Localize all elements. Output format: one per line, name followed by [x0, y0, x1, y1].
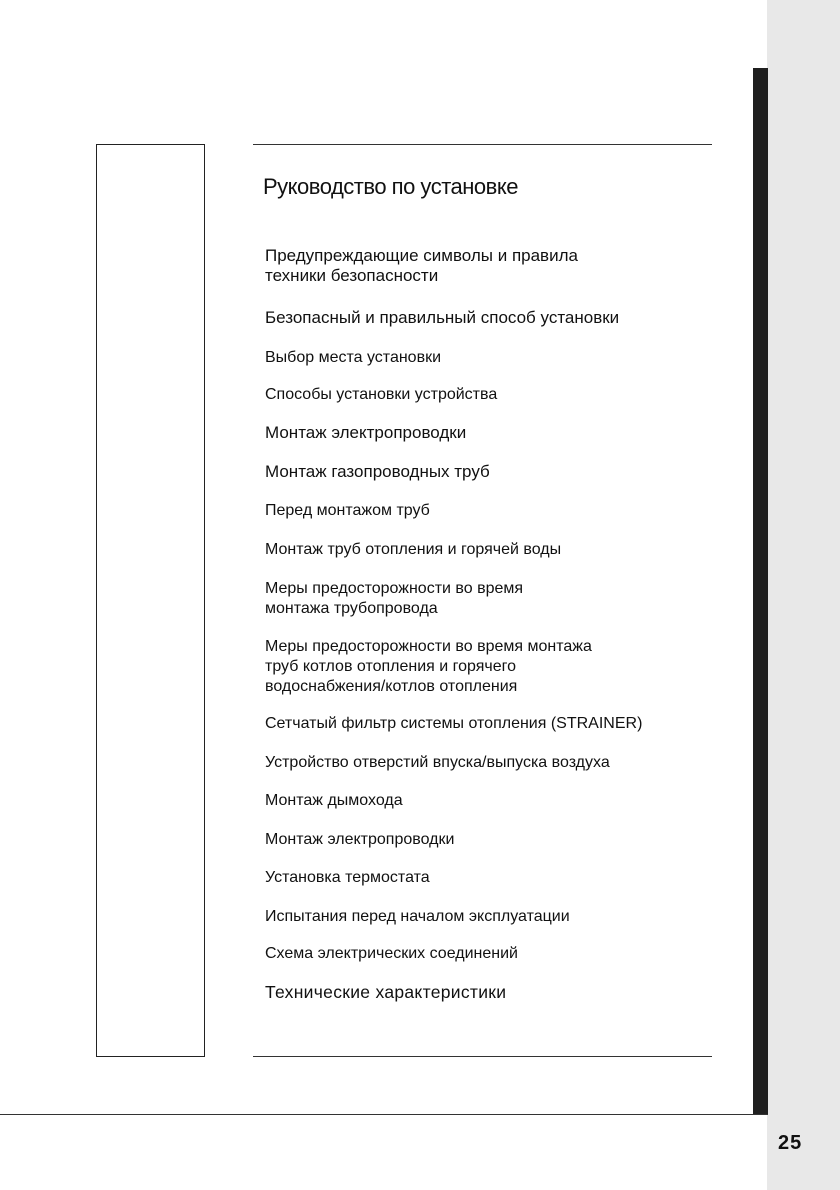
- bottom-divider: [253, 1056, 712, 1057]
- toc-item-strainer[interactable]: Сетчатый фильтр системы отопления (STRAINER): [265, 715, 643, 732]
- toc-item-safety-symbols[interactable]: Предупреждающие символы и правила техники безопасности: [265, 246, 578, 285]
- toc-item-tests[interactable]: Испытания перед началом эксплуатации: [265, 908, 570, 925]
- page-number: 25: [778, 1132, 803, 1154]
- toc-item-pipe-precautions[interactable]: Меры предосторожности во время монтажа трубопровода: [265, 580, 524, 617]
- bottom-rule: [0, 1114, 768, 1115]
- toc-item-chimney[interactable]: Монтаж дымохода: [265, 792, 403, 809]
- toc-item-location[interactable]: Выбор места установки: [265, 349, 442, 366]
- toc-item-specifications[interactable]: Технические характеристики: [265, 982, 507, 1002]
- top-divider: [253, 144, 712, 145]
- page-title: Руководство по установке: [263, 174, 518, 199]
- toc-item-boiler-precautions[interactable]: Меры предосторожности во время монтажа труб котлов отопления и горячего водоснабжения/котлов отопления: [265, 638, 592, 695]
- toc-item-air-openings[interactable]: Устройство отверстий впуска/выпуска воздуха: [265, 754, 610, 771]
- toc-item-wiring[interactable]: Монтаж электропроводки: [265, 423, 467, 442]
- side-bar: [753, 68, 768, 1115]
- toc-item-safe-installation[interactable]: Безопасный и правильный способ установки: [265, 308, 620, 327]
- toc-item-before-pipes[interactable]: Перед монтажом труб: [265, 502, 430, 519]
- toc-item-wiring-2[interactable]: Монтаж электропроводки: [265, 831, 455, 848]
- side-panel: [767, 0, 840, 1190]
- toc-item-thermostat[interactable]: Установка термостата: [265, 869, 430, 886]
- left-box: [96, 144, 205, 1057]
- toc-item-mounting-methods[interactable]: Способы установки устройства: [265, 386, 498, 403]
- toc-item-gas-pipes[interactable]: Монтаж газопроводных труб: [265, 462, 490, 481]
- toc-item-wiring-diagram[interactable]: Схема электрических соединений: [265, 945, 518, 962]
- toc-item-heating-pipes[interactable]: Монтаж труб отопления и горячей воды: [265, 541, 562, 558]
